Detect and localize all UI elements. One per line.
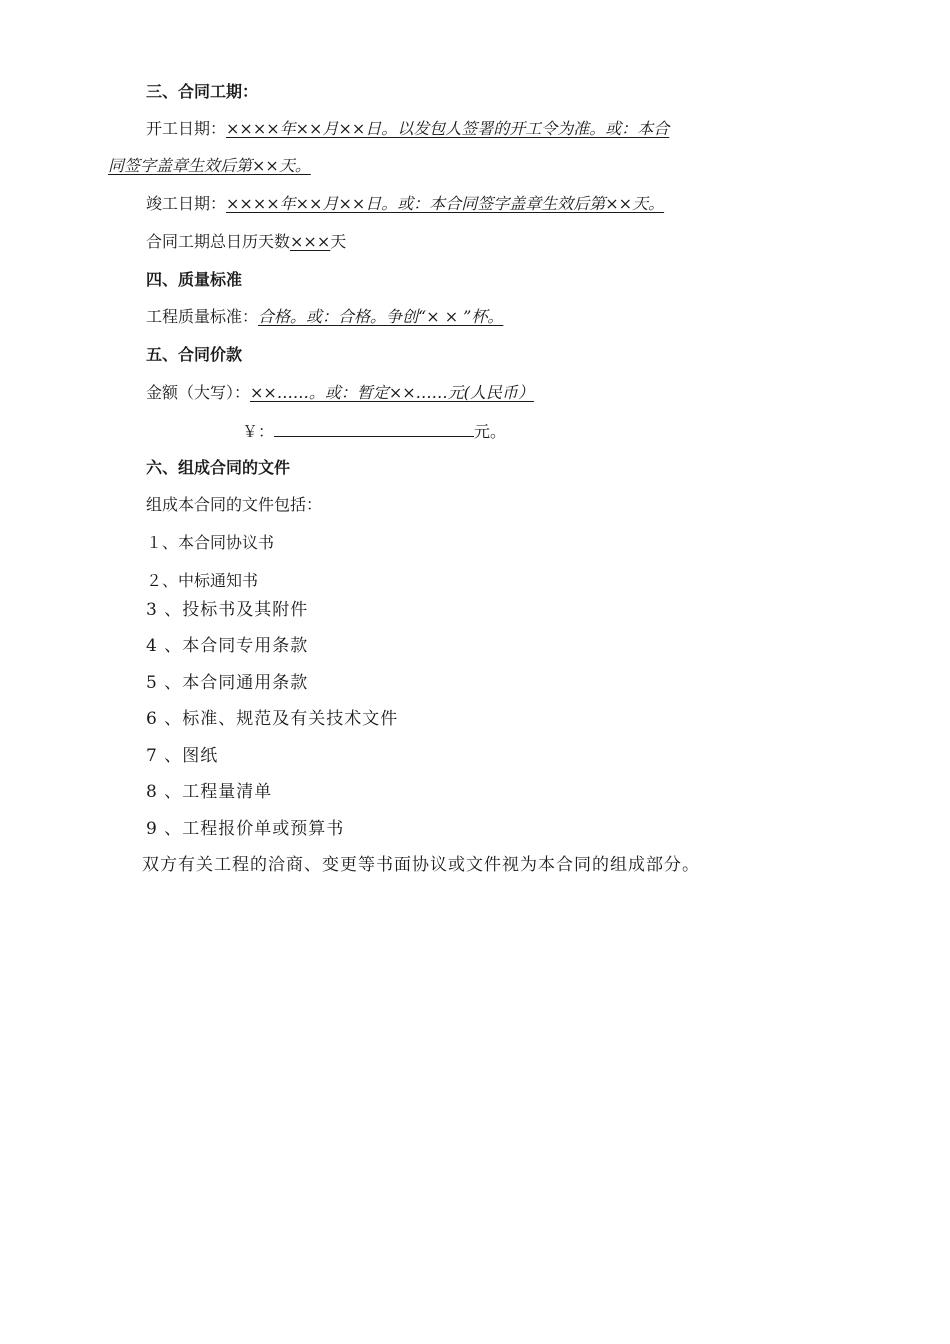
start-date-line	[146, 118, 669, 140]
end-date-line	[146, 193, 664, 215]
list-item: 4 、本合同专用条款	[146, 636, 309, 656]
start-date-value: ××××年××月××日。以发包人签署的开工令为准。或：本合	[226, 119, 670, 138]
section-4-heading: 四、质量标准	[146, 270, 243, 289]
quality-standard-line	[146, 306, 503, 328]
section-5-heading: 五、合同价款	[146, 345, 243, 364]
list-item: ２、中标通知书	[146, 571, 259, 590]
yen-suffix: 元。	[474, 422, 507, 441]
list-item: １、本合同协议书	[146, 533, 275, 552]
start-date-label: 开工日期：	[146, 119, 227, 138]
end-date-label: 竣工日期：	[146, 194, 227, 213]
documents-closing: 双方有关工程的洽商、变更等书面协议或文件视为本合同的组成部分。	[142, 855, 700, 875]
total-days-suffix: 天	[330, 232, 347, 251]
yen-blank	[274, 420, 474, 437]
total-days-prefix: 合同工期总日历天数	[146, 232, 291, 251]
start-date-value-continued: 同签字盖章生效后第××天。	[108, 156, 311, 175]
list-item: 6 、标准、规范及有关技术文件	[146, 709, 399, 729]
section-6-heading: 六、组成合同的文件	[146, 458, 291, 477]
amount-label: 金额（大写）：	[146, 383, 251, 402]
end-date-value: ××××年××月××日。或：本合同签字盖章生效后第××天。	[226, 194, 665, 213]
list-item: 3 、投标书及其附件	[146, 600, 309, 620]
quality-standard-value: 合格。或：合格。争创“× × ”杯。	[258, 307, 504, 326]
quality-standard-label: 工程质量标准：	[146, 307, 259, 326]
amount-line	[146, 382, 534, 404]
amount-value: ××……。或：暂定××……元(人民币）	[250, 383, 534, 402]
list-item: 9 、工程报价单或预算书	[146, 819, 345, 839]
list-item: 8 、工程量清单	[146, 782, 273, 802]
total-days-line	[146, 231, 346, 253]
yen-line	[242, 420, 506, 443]
start-date-line-continued	[108, 155, 311, 177]
list-item: 7 、图纸	[146, 746, 219, 766]
documents-intro: 组成本合同的文件包括：	[146, 495, 323, 514]
list-item: 5 、本合同通用条款	[146, 673, 309, 693]
total-days-value: ×××	[290, 232, 331, 251]
section-3-heading: 三、合同工期：	[146, 82, 259, 101]
yen-label: ￥：	[242, 422, 275, 441]
